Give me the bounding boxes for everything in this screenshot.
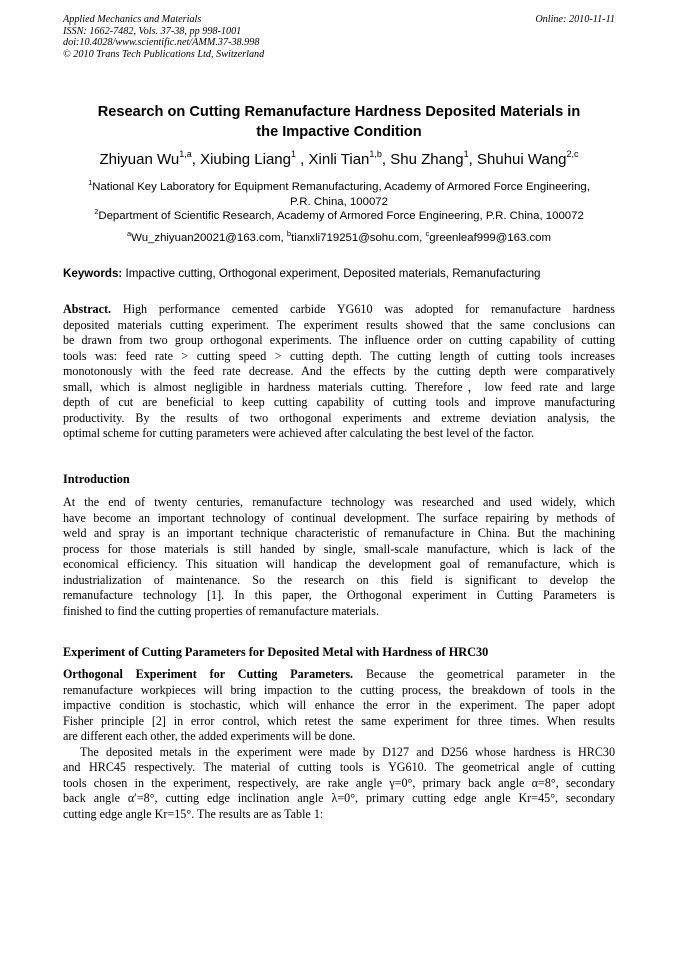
- author-separator: ,: [191, 151, 201, 168]
- text-line: impactive condition is stochastic, which will enhance the error in the experiment. The paper adopt: [63, 698, 615, 712]
- text-line: deposited materials cutting experiment. The experiment results showed that the same conclusions can: [63, 317, 615, 332]
- author-affiliation-mark: 1,b: [369, 149, 382, 159]
- text-line: back angle α′=8°, cutting edge inclination angle λ=0°, primary cutting edge angle Kr=45°, secondary: [63, 791, 615, 805]
- title-line: the Impactive Condition: [256, 124, 422, 140]
- text-line: industrialization of maintenance. So the research on this field is significant to develop the: [63, 572, 615, 587]
- affiliation-mark: 1: [88, 178, 93, 187]
- online-date: Online: 2010-11-11: [535, 14, 615, 25]
- author-name: Shu Zhang: [390, 151, 464, 168]
- affiliation-text: P.R. China, 100072: [290, 195, 388, 208]
- text-line: economical efficiency. This situation will handicap the development goal of remanufacture, which is: [63, 557, 615, 571]
- text-line: [63, 667, 615, 683]
- text-line: and HRC45 respectively. The material of cutting tools is YG610. The geometrical angle of cutting: [63, 760, 615, 774]
- text-line: optimal scheme for cutting parameters were achieved after calculating the best level of the factor.: [63, 426, 535, 440]
- text-line: weld and spray is an important technique characteristic of remanufacture in China. But the machining: [63, 526, 615, 540]
- text-line: finished to find the cutting properties of remanufacture materials.: [63, 603, 380, 618]
- author-separator: ,: [296, 151, 309, 168]
- text-line: remanufacture workpieces will bring impaction to the cutting process, the breakdown of tools in the: [63, 682, 615, 697]
- journal-name: Applied Mechanics and Materials: [63, 14, 202, 25]
- author-name: Shuhui Wang: [477, 151, 567, 168]
- text-line: At the end of twenty centuries, remanufacture technology was researched and used widely, which: [63, 495, 615, 509]
- experiment-body: [63, 667, 615, 822]
- section-heading-experiment: Experiment of Cutting Parameters for Deposited Metal with Hardness of HRC30: [63, 645, 489, 659]
- author-affiliation-mark: 1: [463, 149, 469, 159]
- title-line: Research on Cutting Remanufacture Hardness Deposited Materials in: [97, 104, 581, 120]
- email-mark: b: [286, 229, 292, 238]
- paragraph-text: Because the geometrical parameter in the: [353, 667, 616, 681]
- text-line: remanufacture technology [1]. In this paper, the Orthogonal experiment in Cutting Parameters is: [63, 588, 615, 602]
- author-separator: ,: [468, 151, 478, 168]
- author-name: Xinli Tian: [308, 151, 370, 168]
- text-line: be drawn from two group orthogonal experiments. The influence order on cutting capability of cutting: [63, 333, 615, 347]
- journal-header: [63, 14, 615, 60]
- keywords-label: Keywords:: [63, 267, 123, 280]
- text-line: The deposited metals in the experiment were made by D127 and D256 whose hardness is HRC30: [80, 744, 615, 759]
- author-name: Xiubing Liang: [200, 151, 291, 168]
- issn-line: ISSN: 1662-7482, Vols. 37-38, pp 998-1001: [63, 25, 242, 37]
- text-line: cutting edge angle Kr=15°. The results are as Table 1:: [63, 806, 324, 821]
- abstract-label: Abstract.: [63, 302, 112, 316]
- text-line: process for those materials is still handed by single, small-scale manufacture, which is lack of the: [63, 541, 615, 556]
- text-line: depth of cut are beneficial to keep cutting capability of cutting tools and improve manufacturing: [63, 395, 615, 409]
- abstract: [63, 302, 615, 442]
- affiliation-mark: 2: [94, 207, 99, 216]
- author-separator: ,: [381, 151, 391, 168]
- text-line: have become an important technology of continual development. The surface repairing by methods of: [63, 510, 615, 525]
- text-line: tools chosen in the experiment, respectively, are rake angle γ=0°, primary back angle α=8°, secondary: [63, 775, 615, 790]
- affiliation-1: [63, 180, 615, 209]
- text-line: productivity. By the results of two orthogonal experiments and extreme deviation analysis, the: [63, 410, 615, 425]
- keywords-text: Impactive cutting, Orthogonal experiment, Deposited materials, Remanufacturing: [122, 267, 541, 280]
- subsection-heading: Orthogonal Experiment for Cutting Parameters.: [63, 667, 354, 681]
- affiliation-text: Department of Scientific Research, Academy of Armored Force Engineering, P.R. China, 100072: [98, 210, 584, 222]
- text-line: monotonously with the feed rate decrease. And the effects by the cutting depth were comparatively: [63, 364, 615, 378]
- abstract-text: High performance cemented carbide YG610 was adopted for remanufacture hardness: [111, 302, 615, 316]
- text-line: are different each other, the added experiments will be done.: [63, 729, 356, 743]
- author-emails: [63, 231, 615, 245]
- paper-title: [63, 102, 615, 142]
- email-mark: c: [425, 229, 430, 238]
- keywords: [63, 267, 623, 281]
- text-line: [63, 302, 615, 318]
- text-line: tools was: feed rate > cutting speed > cutting depth. The cutting length of cutting tools increases: [63, 348, 615, 363]
- doi-line: doi:10.4028/www.scientific.net/AMM.37-38.998: [63, 37, 260, 49]
- copyright-line: © 2010 Trans Tech Publications Ltd, Switzerland: [63, 48, 265, 60]
- author-list: [63, 149, 615, 171]
- affiliation-text: National Key Laboratory for Equipment Remanufacturing, Academy of Armored Force Engineering,: [92, 181, 590, 193]
- author-affiliation-mark: 1: [291, 149, 297, 159]
- author-affiliation-mark: 1,a: [179, 149, 192, 159]
- text-line: Fisher principle [2] in error control, which retest the same experiment for three times. When results: [63, 713, 615, 728]
- introduction-body: [63, 495, 615, 619]
- text-line: small, which is almost negligible in hardness materials cutting. Therefore，low feed rate and large: [63, 379, 615, 394]
- email-link[interactable]: greenleaf999@163.com: [429, 232, 551, 244]
- author-affiliation-mark: 2,c: [566, 149, 579, 159]
- email-link[interactable]: tianxli719251@sohu.com,: [291, 232, 426, 244]
- author-name: Zhiyuan Wu: [99, 151, 180, 168]
- email-link[interactable]: Wu_zhiyuan20021@163.com,: [131, 232, 287, 244]
- email-mark: a: [126, 229, 132, 238]
- affiliation-2: [63, 209, 615, 224]
- section-heading-introduction: Introduction: [63, 472, 130, 486]
